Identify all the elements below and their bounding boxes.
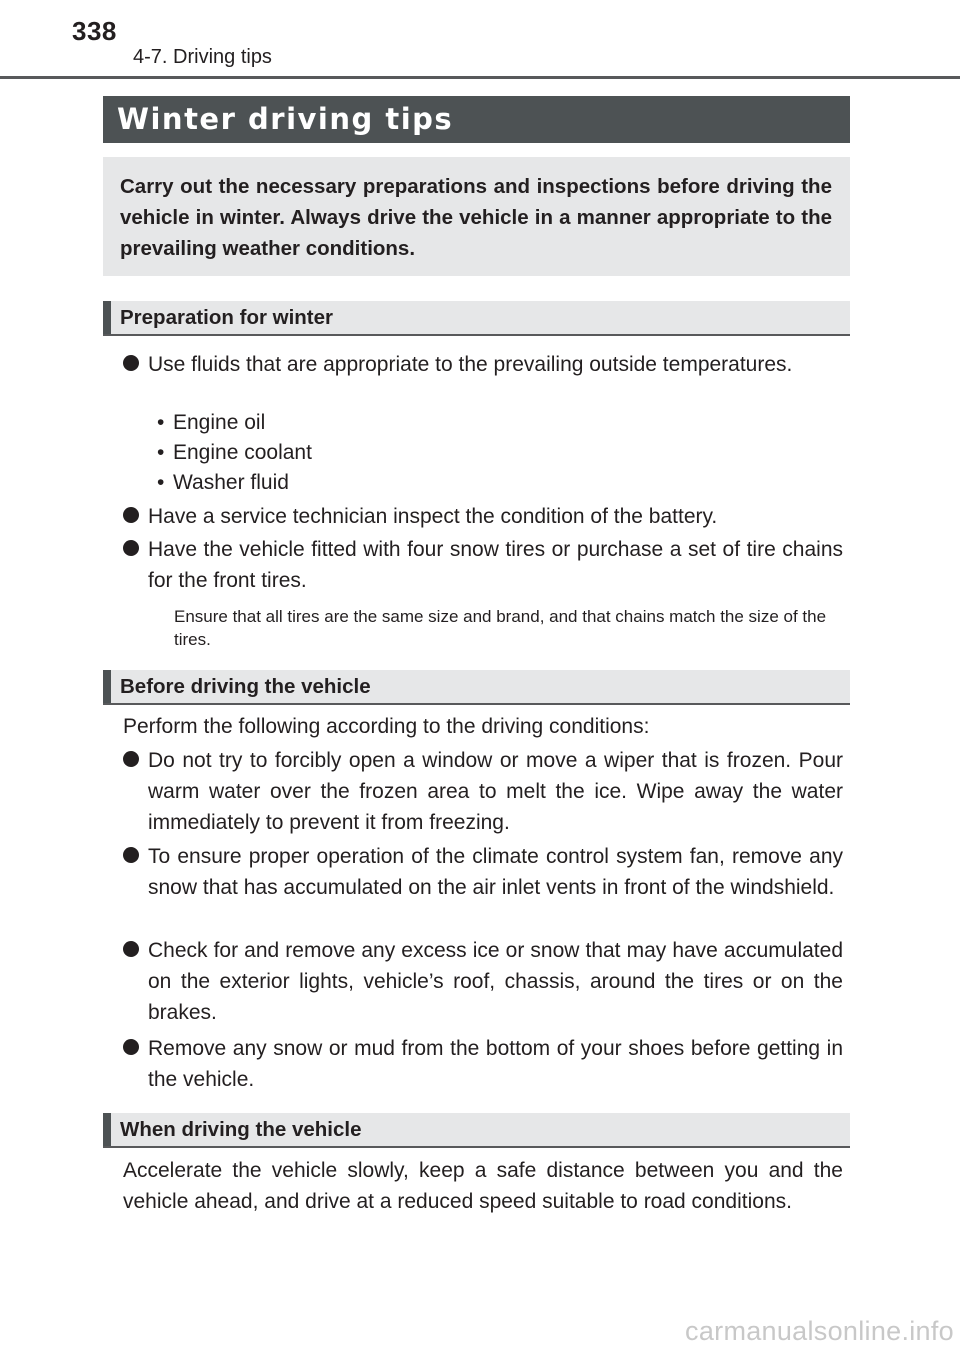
fluid-item-label: Engine oil [173,411,266,434]
bullet-item [123,349,843,380]
bullet-text: Check for and remove any excess ice or snow that may have accumulated on the exterior lights, vehicle’s roof, chassis, around the tires or on the brakes. [148,939,843,1024]
watermark: carmanualsonline.info [685,1316,954,1346]
bullet-item [123,501,843,532]
bullet-text: Have a service technician inspect the condition of the battery. [148,505,718,528]
fluid-item-label: Washer fluid [173,471,289,494]
bullet-text: To ensure proper operation of the climate control system fan, remove any snow that has accumulated on the air inlet vents in front of the windshield. [148,845,843,899]
subheading-before-driving [103,670,850,705]
bullet-item [123,1033,843,1095]
tire-note: Ensure that all tires are the same size and brand, and that chains match the size of the tires. [174,607,827,649]
bullet-icon [123,540,139,556]
page-title: Winter driving tips [117,102,454,136]
title-bar [103,96,850,143]
section-label: 4-7. Driving tips [133,46,272,68]
subheading-when-driving [103,1113,850,1148]
bullet-item [123,935,843,1028]
fluid-item-label: Engine coolant [173,441,312,464]
page-number: 338 [72,16,117,46]
bullet-icon [123,507,139,523]
small-bullet-icon: • [157,411,165,434]
bullet-icon [123,751,139,767]
subheading-preparation [103,301,850,336]
subheading-when-driving-label: When driving the vehicle [120,1118,362,1141]
bullet-icon [123,847,139,863]
bullet-text: Remove any snow or mud from the bottom of your shoes before getting in the vehicle. [148,1037,843,1091]
bullet-icon [123,355,139,371]
bullet-item [123,534,843,596]
bullet-icon [123,941,139,957]
fluid-item [157,468,289,498]
bullet-item [123,841,843,903]
intro-box [103,157,850,276]
fluid-item [157,438,312,468]
subheading-preparation-label: Preparation for winter [120,306,334,329]
small-bullet-icon: • [157,441,165,464]
header-rule [0,76,960,79]
subheading-before-driving-label: Before driving the vehicle [120,675,371,698]
bullet-icon [123,1039,139,1055]
bullet-text: Use fluids that are appropriate to the prevailing outside temperatures. [148,353,793,376]
fluid-item [157,408,265,438]
bullet-text: Have the vehicle fitted with four snow tires or purchase a set of tire chains for the front tires. [148,538,843,592]
intro-text: Carry out the necessary preparations and inspections before driving the vehicle in winter. Always drive the vehicle in a manner appropriate to the prevailing weather conditions. [120,175,832,260]
driving-paragraph: Accelerate the vehicle slowly, keep a safe distance between you and the vehicle ahead, and drive at a reduced speed suitable to road conditions. [123,1159,843,1213]
lead-paragraph: Perform the following according to the driving conditions: [123,715,650,738]
small-bullet-icon: • [157,471,165,494]
bullet-item [123,745,843,838]
bullet-text: Do not try to forcibly open a window or move a wiper that is frozen. Pour warm water over the frozen area to melt the ice. Wipe away the water immediately to prevent it from freezing. [148,749,843,834]
